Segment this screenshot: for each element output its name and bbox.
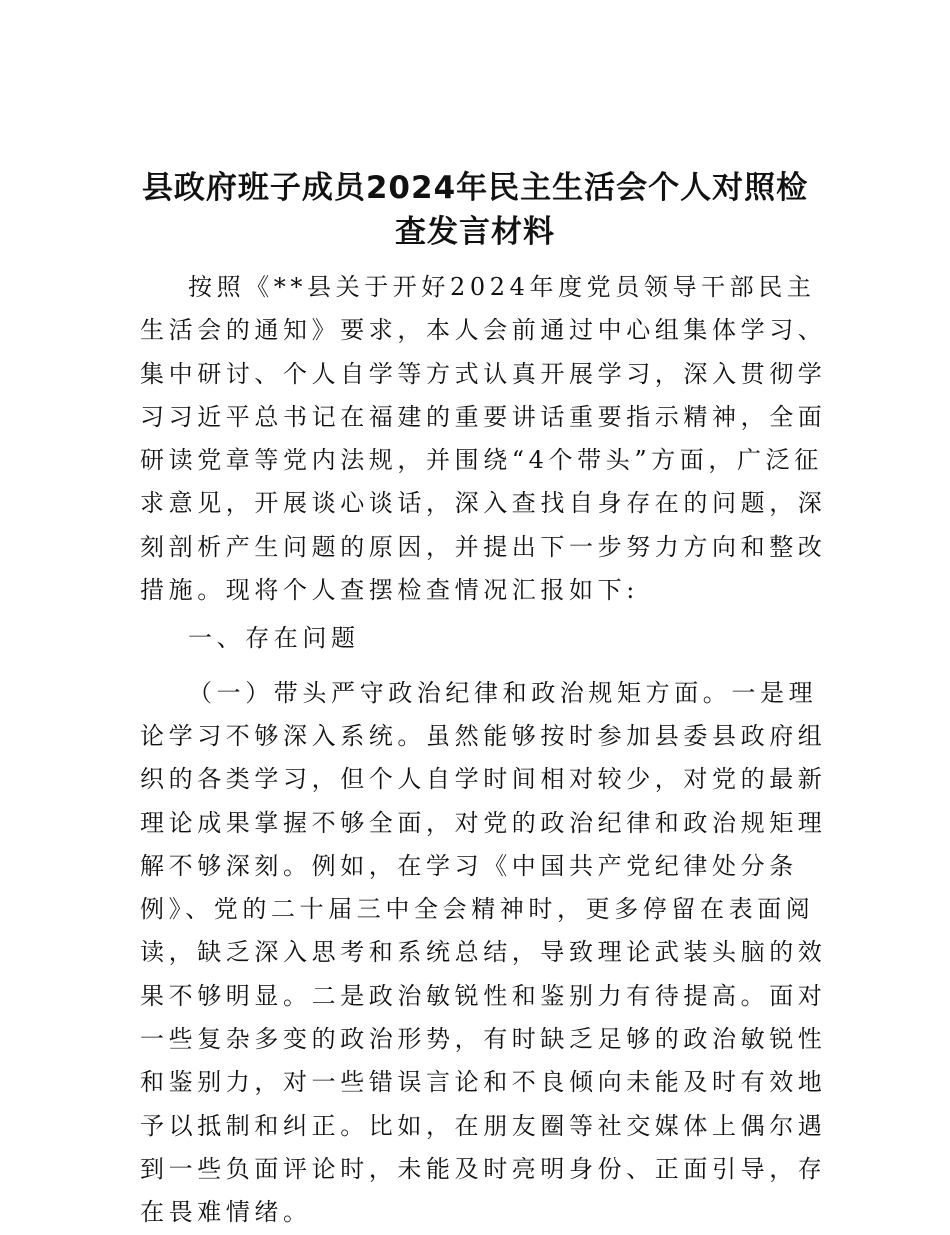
- title-line-2: 查发言材料: [395, 214, 555, 250]
- title-line-1: 县政府班子成员2024年民主生活会个人对照检: [141, 170, 809, 206]
- section-paragraph: （一）带头严守政治纪律和政治规矩方面。一是理论学习不够深入系统。虽然能够按时参加县委县政府组织的各类学习，但个人自学时间相对较少，对党的最新理论成果掌握不够全面，对党的政治纪律和政治规矩理解不够深刻。例如，在学习《中国共产党纪律处分条例》、党的二十届三中全会精神时，更多停留在表面阅读，缺乏深入思考和系统总结，导致理论武装头脑的效果不够明显。二是政治敏锐性和鉴别力有待提高。面对一些复杂多变的政治形势，有时缺乏足够的政治敏锐性和鉴别力，对一些错误言论和不良倾向未能及时有效地予以抵制和纠正。比如，在朋友圈等社交媒体上偶尔遇到一些负面评论时，未能及时亮明身份、正面引导，存在畏难情绪。: [140, 678, 827, 1227]
- intro-paragraph: 按照《**县关于开好2024年度党员领导干部民主生活会的通知》要求，本人会前通过中心组集体学习、集中研讨、个人自学等方式认真开展学习，深入贯彻学习习近平总书记在福建的重要讲话重要指示精神，全面研读党章等党内法规，并围绕“4个带头”方面，广泛征求意见，开展谈心谈话，深入查找自身存在的问题，深刻剖析产生问题的原因，并提出下一步努力方向和整改措施。现将个人查摆检查情况汇报如下:: [140, 273, 827, 605]
- document-body: [140, 266, 830, 1235]
- document-title: [140, 166, 810, 254]
- section-heading: 一、存在问题: [188, 624, 360, 653]
